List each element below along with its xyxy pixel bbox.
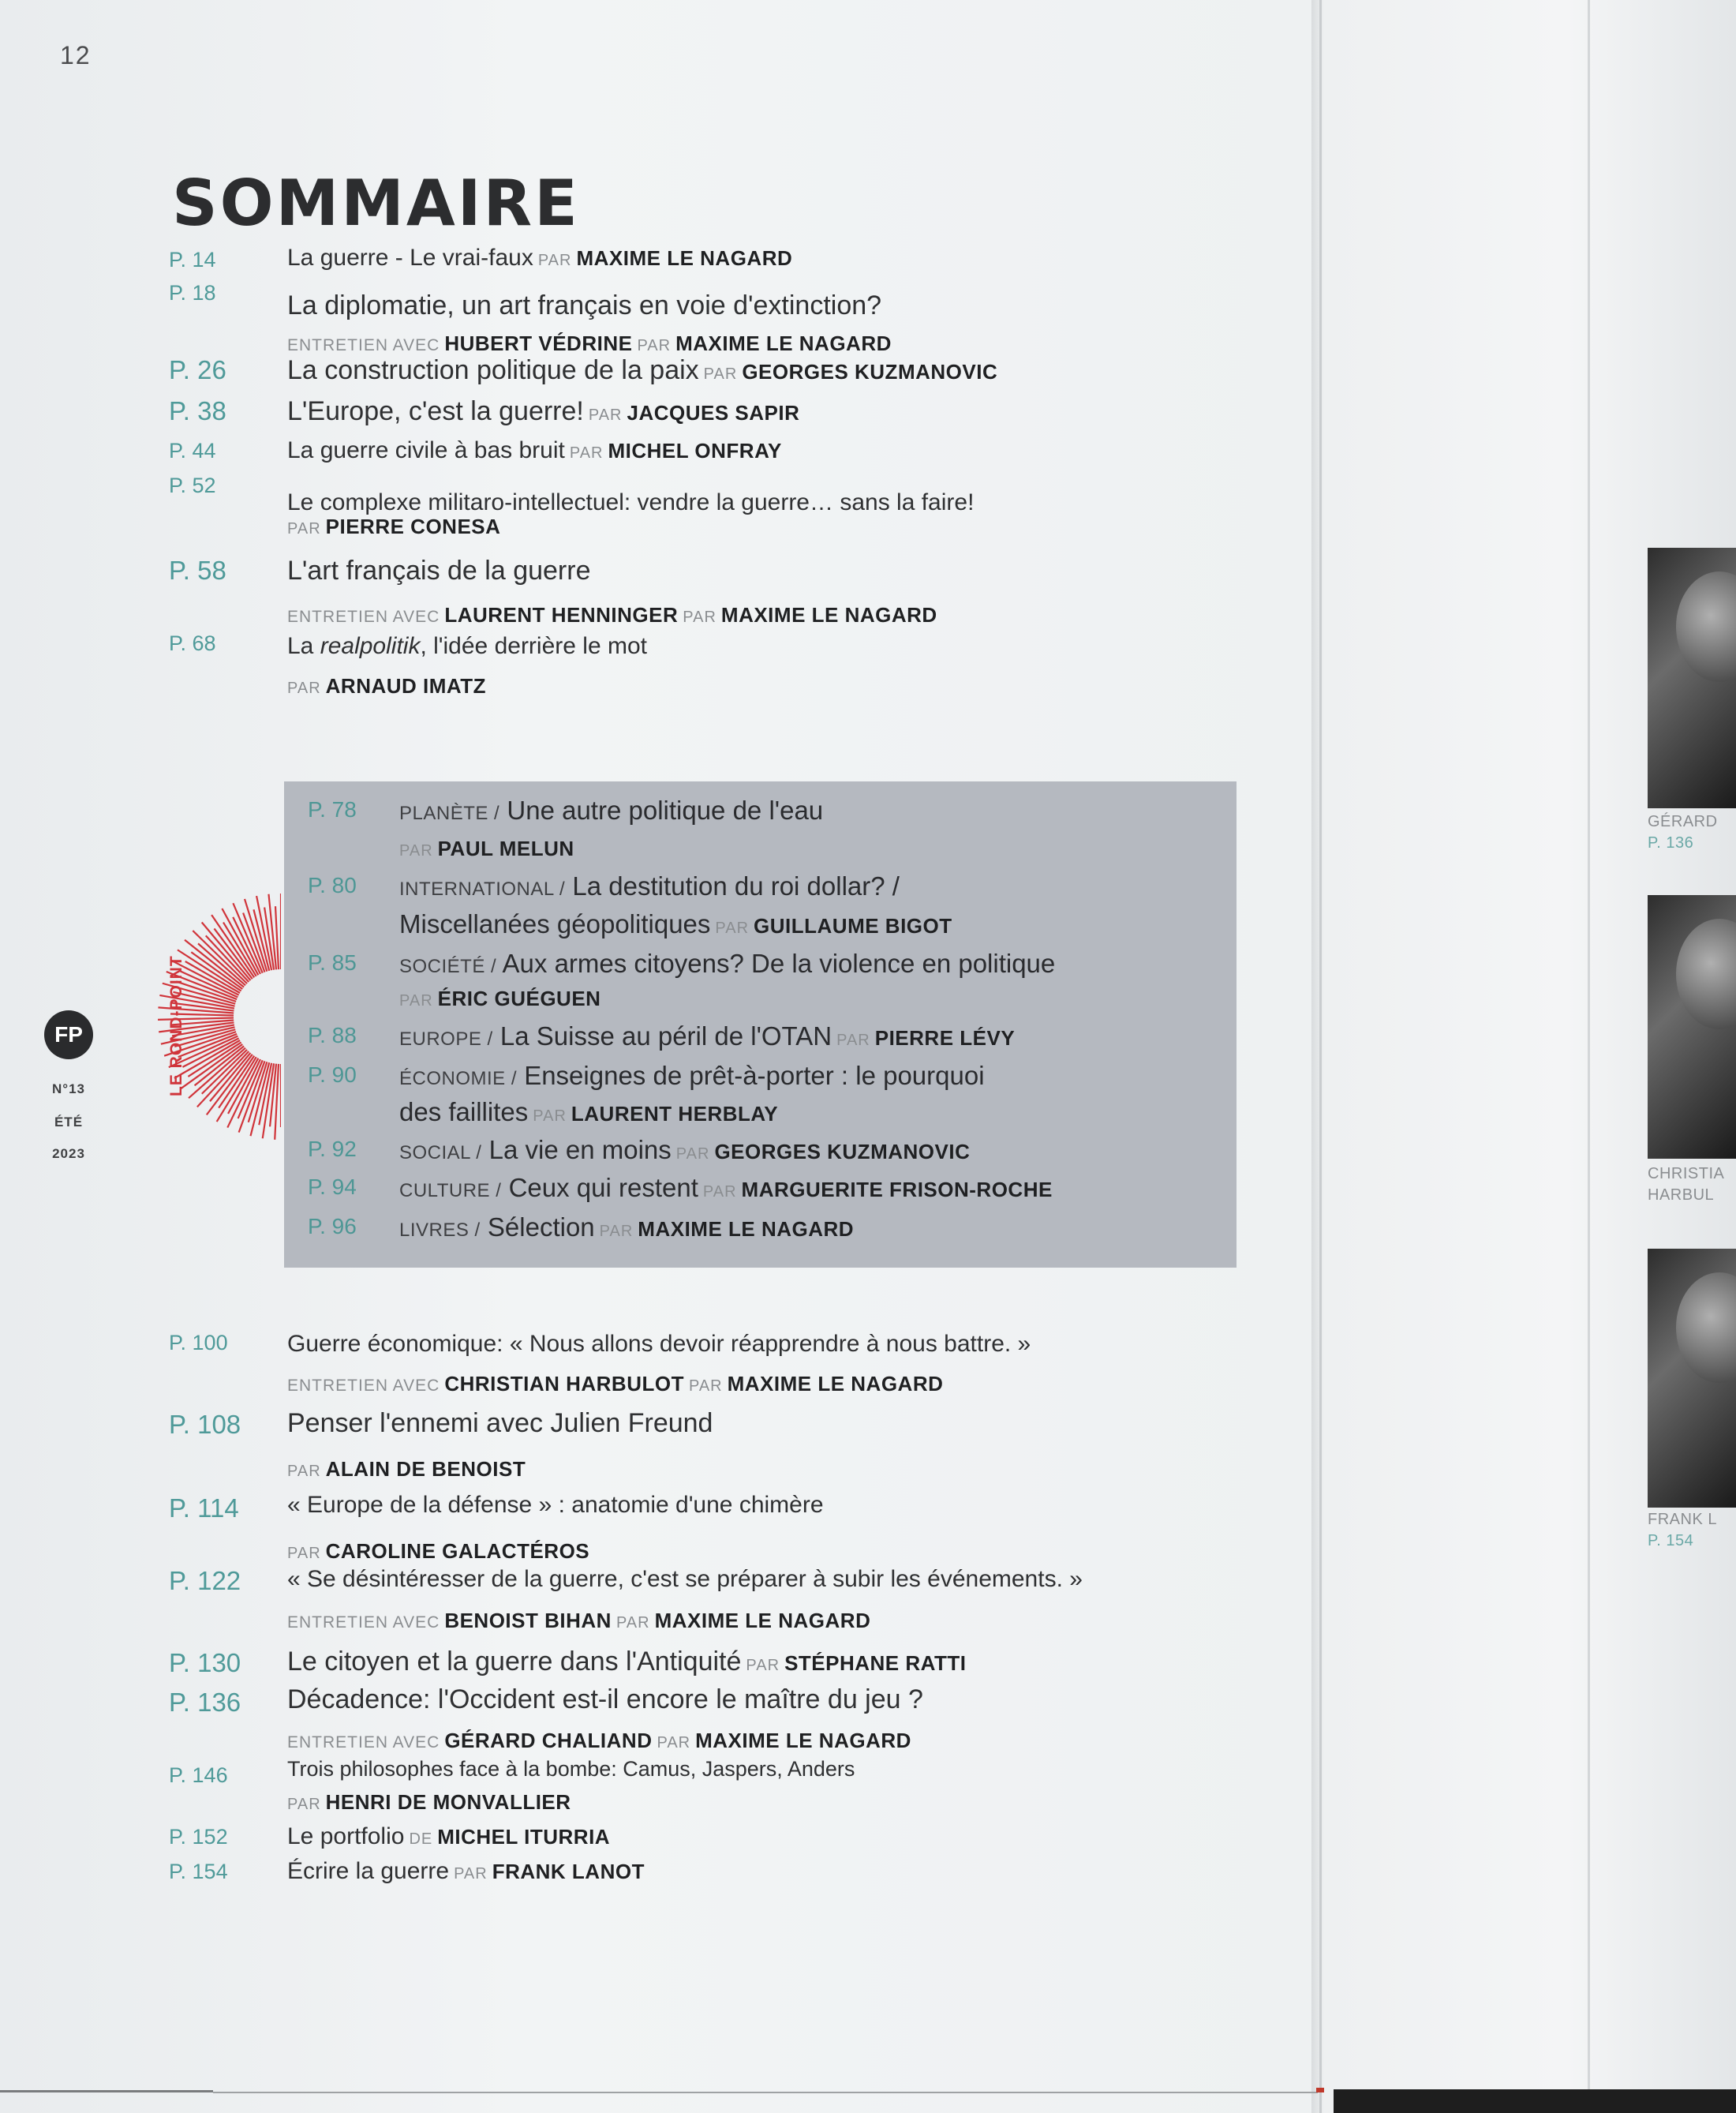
entry-rubric: LIVRES / [399,1219,481,1241]
entry-title: Trois philosophes face à la bombe: Camus, Jaspers, Anders [287,1757,855,1781]
entry-line [399,949,1055,979]
entry-line [287,437,782,464]
entry-page: P. 38 [169,396,226,425]
entry-title-2: des faillites [399,1097,529,1126]
photo-caption [1648,811,1736,854]
bottom-edge [1334,2089,1736,2113]
par-label: PAR [637,337,672,354]
par-label: PAR [569,444,604,462]
entry-interviewee: CHRISTIAN HARBULOT [444,1372,684,1396]
entry-author: GEORGES KUZMANOVIC [714,1140,971,1163]
entry-line [399,1061,985,1091]
portrait-face [1676,571,1736,682]
interview-label: ENTRETIEN AVEC [287,336,440,354]
entry-page: P. 78 [308,797,357,822]
entry-rubric: SOCIAL / [399,1142,482,1163]
entry-title: L'art français de la guerre [287,556,591,586]
entry-author: HENRI DE MONVALLIER [325,1790,571,1814]
entry-author: STÉPHANE RATTI [784,1651,967,1675]
entry-page: P. 80 [308,873,357,897]
interview-label: ENTRETIEN AVEC [287,1733,440,1751]
entry-title: La guerre - Le vrai-faux [287,245,533,271]
entry-page: P. 154 [169,1860,228,1883]
entry-author: LAURENT HERBLAY [571,1102,779,1126]
entry-title: Penser l'ennemi avec Julien Freund [287,1408,713,1438]
par-label: PAR [287,1796,321,1813]
entry-title: Le citoyen et la guerre dans l'Antiquité [287,1647,742,1677]
entry-line [287,245,792,272]
entry-credits [287,1609,870,1633]
entry-rubric: INTERNATIONAL / [399,879,566,900]
par-label: PAR [715,920,750,937]
entry-interviewee: BENOIST BIHAN [444,1609,612,1632]
caption-name-2: HARBUL [1648,1186,1715,1204]
par-label: PAR [287,1545,321,1562]
entry-line-2 [399,909,952,939]
page-title: SOMMAIRE [172,172,580,229]
entry-title: Sélection [487,1212,595,1242]
entry-rubric: SOCIÉTÉ / [399,956,497,977]
entry-title: « Se désintéresser de la guerre, c'est se préparer à subir les événements. » [287,1566,1083,1592]
entry-credits [287,1372,943,1396]
entry-title: Écrire la guerre [287,1858,450,1884]
de-label: DE [409,1830,433,1848]
entry-credits [399,987,600,1011]
caption-name: CHRISTIA [1648,1165,1725,1182]
entry-page: P. 94 [308,1175,357,1199]
entry-rubric: ÉCONOMIE / [399,1068,518,1089]
fp-logo: FP [44,1010,93,1059]
entry-credits [287,1790,571,1815]
par-label: PAR [702,1183,737,1201]
rond-point-box [284,781,1237,1268]
entry-line [399,871,900,901]
entry-author: MAXIME LE NAGARD [638,1217,855,1241]
page-fold [1319,0,1322,2113]
caption-name: GÉRARD [1648,813,1718,830]
entry-title: La vie en moins [488,1135,672,1164]
par-label: PAR [615,1614,650,1632]
entry-credits [287,515,500,539]
entry-author: PAUL MELUN [437,837,574,860]
photo-caption [1648,1163,1736,1206]
par-label: PAR [675,1145,710,1163]
entry-rubric: EUROPE / [399,1028,493,1050]
entry-title: La Suisse au péril de l'OTAN [499,1021,832,1051]
entry-page: P. 90 [308,1062,357,1087]
entry-page: P. 96 [308,1214,357,1238]
issue-number: N°13 [52,1081,85,1096]
entry-author: CAROLINE GALACTÉROS [325,1539,590,1563]
entry-interviewee: GÉRARD CHALIAND [444,1729,653,1752]
caption-name: FRANK L [1648,1511,1717,1528]
page-fold-2 [1588,0,1590,2113]
entry-interviewee: HUBERT VÉDRINE [444,332,633,355]
par-label: PAR [683,609,716,626]
entry-author: PIERRE LÉVY [874,1026,1016,1050]
entry-page: P. 100 [169,1331,228,1354]
par-label: PAR [287,680,321,697]
entry-author: MICHEL ITURRIA [437,1825,611,1849]
portrait-photo [1648,1249,1736,1508]
entry-author: ALAIN DE BENOIST [325,1457,526,1481]
par-label: PAR [399,992,433,1010]
issue-year: 2023 [52,1146,85,1161]
entry-page: P. 44 [169,439,216,463]
par-label: PAR [746,1657,780,1674]
entry-line [287,633,647,660]
rond-point-label: LE ROND-POINT [167,955,185,1097]
entry-line [399,1173,1053,1203]
bottom-mark [1316,2088,1324,2092]
issue-season: ÉTÉ [54,1115,84,1130]
entry-author: GUILLAUME BIGOT [754,914,952,938]
par-label: PAR [599,1223,634,1240]
bottom-rule-2 [213,2092,1318,2093]
entry-author: MAXIME LE NAGARD [727,1372,944,1396]
entry-page: P. 146 [169,1763,228,1787]
entry-title-italic: realpolitik [320,633,421,659]
par-label: PAR [657,1734,691,1751]
caption-page: P. 154 [1648,1532,1694,1549]
entry-author: ÉRIC GUÉGUEN [437,987,601,1010]
entry-line [287,1647,966,1677]
caption-page: P. 136 [1648,834,1694,852]
portrait-face [1676,1272,1736,1383]
portrait-photo [1648,548,1736,808]
entry-page: P. 108 [169,1410,241,1439]
entry-line [399,1135,970,1165]
entry-page: P. 85 [308,950,357,975]
entry-title: Décadence: l'Occident est-il encore le maître du jeu ? [287,1684,923,1714]
par-label: PAR [287,1463,321,1480]
par-label: PAR [588,406,623,424]
entry-title: Le portfolio [287,1823,405,1849]
entry-page: P. 130 [169,1648,241,1677]
entry-author: MAXIME LE NAGARD [695,1729,911,1752]
par-label: PAR [399,842,433,860]
entry-page: P. 68 [169,631,216,655]
entry-author: MAXIME LE NAGARD [576,246,793,270]
interview-label: ENTRETIEN AVEC [287,608,440,626]
entry-title: Aux armes citoyens? De la violence en politique [502,949,1056,978]
entry-credits [287,332,892,356]
par-label: PAR [537,252,572,269]
entry-page: P. 122 [169,1566,241,1595]
par-label: PAR [836,1032,870,1049]
entry-page: P. 152 [169,1825,228,1849]
entry-interviewee: LAURENT HENNINGER [444,603,679,627]
entry-author: MAXIME LE NAGARD [654,1609,871,1632]
entry-credits [399,837,574,861]
entry-title-2: Miscellanées géopolitiques [399,909,711,938]
par-label: PAR [533,1107,567,1125]
entry-author: JACQUES SAPIR [627,401,800,425]
entry-rubric: PLANÈTE / [399,803,500,824]
portrait-face [1676,919,1736,1029]
interview-label: ENTRETIEN AVEC [287,1613,440,1632]
entry-line [287,1858,645,1885]
entry-line [399,796,823,826]
entry-credits [287,603,937,628]
entry-page: P. 14 [169,248,216,272]
entry-credits [287,1457,526,1482]
entry-credits [287,1729,911,1753]
entry-title: L'Europe, c'est la guerre! [287,396,584,426]
portrait-photo [1648,895,1736,1159]
entry-author: ARNAUD IMATZ [325,674,487,698]
entry-page: P. 26 [169,355,226,384]
entry-author: MARGUERITE FRISON-ROCHE [741,1178,1053,1201]
entry-page: P. 18 [169,281,216,305]
par-label: PAR [287,520,321,538]
entry-title: Guerre économique: « Nous allons devoir réapprendre à nous battre. » [287,1331,1031,1357]
entry-title: La guerre civile à bas bruit [287,437,565,463]
entry-page: P. 92 [308,1137,357,1161]
entry-credits [287,674,486,699]
entry-title: Le complexe militaro-intellectuel: vendre la guerre… sans la faire! [287,489,975,515]
entry-line [399,1212,854,1242]
entry-page: P. 52 [169,474,216,497]
par-label: PAR [703,365,738,383]
entry-line [287,1823,610,1850]
entry-page: P. 114 [169,1493,239,1523]
entry-title: La diplomatie, un art français en voie d'extinction? [287,290,882,320]
entry-line-2 [399,1097,778,1127]
entry-title: La destitution du roi dollar? / [572,871,900,901]
par-label: PAR [454,1865,488,1883]
par-label: PAR [688,1377,723,1395]
page-number: 12 [60,41,92,69]
entry-line [287,355,997,386]
entry-author: PIERRE CONESA [325,515,501,538]
entry-title: La [287,633,320,659]
entry-title: La construction politique de la paix [287,355,699,385]
entry-rubric: CULTURE / [399,1180,502,1201]
entry-page: P. 136 [169,1688,241,1717]
entry-title: Enseignes de prêt-à-porter : le pourquoi [524,1061,985,1090]
entry-author: MAXIME LE NAGARD [675,332,892,355]
entry-title-rest: , l'idée derrière le mot [420,633,647,659]
entry-title: « Europe de la défense » : anatomie d'une chimère [287,1492,824,1518]
entry-author: MICHEL ONFRAY [608,439,782,463]
entry-title: Une autre politique de l'eau [507,796,824,825]
interview-label: ENTRETIEN AVEC [287,1377,440,1395]
entry-author: GEORGES KUZMANOVIC [742,360,998,384]
entry-author: FRANK LANOT [492,1860,645,1883]
entry-author: MAXIME LE NAGARD [720,603,937,627]
entry-line [399,1021,1015,1051]
bottom-rule [0,2090,213,2092]
entry-page: P. 88 [308,1023,357,1047]
photo-caption [1648,1509,1736,1552]
entry-credits [287,1539,589,1564]
entry-line [287,396,799,427]
entry-title: Ceux qui restent [508,1173,698,1202]
entry-page: P. 58 [169,556,226,585]
